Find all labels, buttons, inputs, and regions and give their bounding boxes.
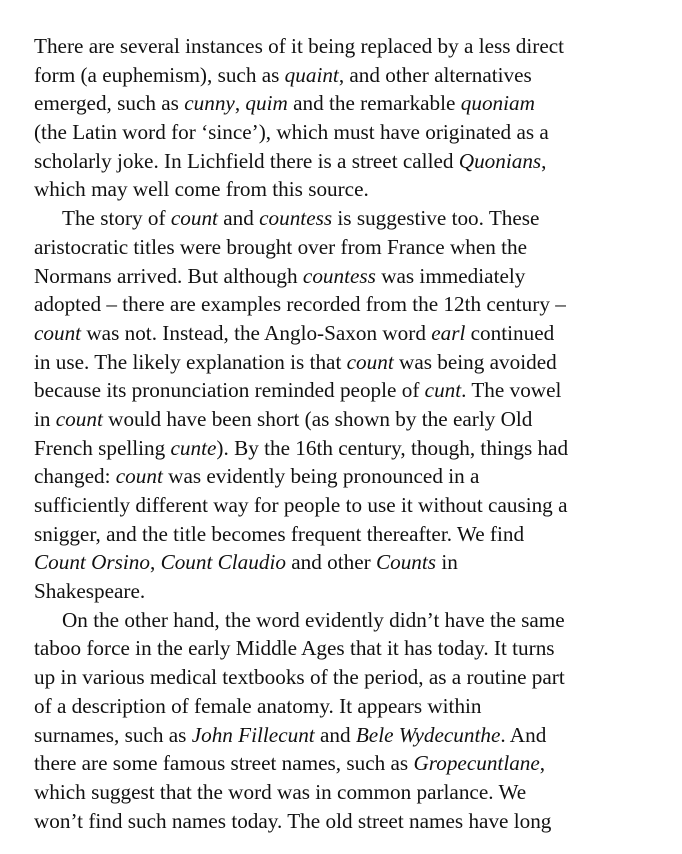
text-run: The story of <box>62 206 171 231</box>
italic-term: Count Claudio <box>160 550 286 575</box>
italic-term: count <box>34 320 82 345</box>
text-run: Shakespeare. <box>34 579 146 604</box>
italic-term: quaint <box>284 62 339 87</box>
text-line <box>34 262 674 291</box>
text-line <box>34 32 674 61</box>
text-run: adopted – there are examples recorded from the 12th century – <box>34 292 566 317</box>
text-run: was immediately <box>375 263 526 288</box>
text-run: changed: <box>34 464 116 489</box>
text-line <box>34 61 674 90</box>
italic-term: count <box>346 349 394 374</box>
italic-term: countess <box>259 206 333 231</box>
italic-term: Counts <box>375 550 437 575</box>
text-run: won’t find such names today. The old street names have long <box>34 808 552 833</box>
text-run: On the other hand, the word evidently didn’t have the same <box>62 607 565 632</box>
text-run: in <box>436 550 458 575</box>
text-run: . The vowel <box>461 378 562 403</box>
italic-term: countess <box>302 263 376 288</box>
text-line <box>34 520 674 549</box>
text-run: and other <box>285 550 376 575</box>
text-run: which suggest that the word was in common parlance. We <box>34 779 527 804</box>
text-run: and <box>217 206 260 231</box>
text-run: and the remarkable <box>287 91 461 116</box>
italic-term: Count Orsino <box>34 550 150 575</box>
text-line <box>34 634 674 663</box>
text-line <box>34 319 674 348</box>
italic-term: cunte <box>170 435 217 460</box>
text-run: was evidently being pronounced in a <box>162 464 480 489</box>
italic-term: Quonians <box>458 148 542 173</box>
text-line <box>34 577 674 606</box>
text-line <box>34 204 674 233</box>
text-line <box>34 89 674 118</box>
text-run: of a description of female anatomy. It appears within <box>34 693 482 718</box>
text-line <box>34 175 674 204</box>
text-run: , <box>541 148 547 173</box>
text-run: , <box>539 751 546 776</box>
text-run: There are several instances of it being replaced by a less direct <box>34 34 565 58</box>
text-line <box>34 405 674 434</box>
italic-term: Gropecuntlane <box>413 751 540 776</box>
text-run: form (a euphemism), such as <box>34 62 285 87</box>
italic-term: count <box>55 406 103 431</box>
text-run: scholarly joke. In Lichfield there is a street called <box>34 148 459 173</box>
text-line <box>34 491 674 520</box>
text-run: Normans arrived. But although <box>34 263 303 288</box>
text-run: surnames, such as <box>34 722 192 747</box>
text-run: there are some famous street names, such as <box>34 751 414 776</box>
text-run: in <box>34 406 56 431</box>
text-run: and <box>314 722 356 747</box>
text-run: up in various medical textbooks of the period, as a routine part <box>34 665 565 690</box>
text-run: taboo force in the early Middle Ages that it has today. It turns <box>34 636 555 661</box>
text-run: because its pronunciation reminded people of <box>34 378 425 403</box>
text-run: . And <box>500 722 547 747</box>
text-run: is suggestive too. These <box>332 206 540 231</box>
text-line <box>34 807 674 836</box>
text-run: would have been short (as shown by the early Old <box>102 406 533 431</box>
text-run: aristocratic titles were brought over from France when the <box>34 234 528 259</box>
text-run: which may well come from this source. <box>34 177 369 202</box>
text-line <box>34 118 674 147</box>
italic-term: cunny <box>184 91 235 116</box>
text-line <box>34 462 674 491</box>
italic-term: earl <box>431 320 466 345</box>
text-line <box>34 778 674 807</box>
text-run: in use. The likely explanation is that <box>34 349 347 374</box>
text-line <box>34 548 674 577</box>
text-line <box>34 290 674 319</box>
text-run: French spelling <box>34 435 171 460</box>
text-line <box>34 348 674 377</box>
text-run: was not. Instead, the Anglo-Saxon word <box>81 320 432 345</box>
text-run: (the Latin word for ‘since’), which must have originated as a <box>34 120 549 145</box>
text-run: was being avoided <box>393 349 557 374</box>
text-run: , and other alternatives <box>338 62 532 87</box>
italic-term: quim <box>245 91 288 116</box>
italic-term: quoniam <box>460 91 535 116</box>
text-line <box>34 147 674 176</box>
text-line <box>34 434 674 463</box>
text-line <box>34 376 674 405</box>
text-run: , <box>234 91 246 116</box>
text-line <box>34 721 674 750</box>
text-line <box>34 663 674 692</box>
italic-term: count <box>170 206 218 231</box>
italic-term: Bele Wydecunthe <box>355 722 501 747</box>
text-run: continued <box>465 320 555 345</box>
italic-term: cunt <box>424 378 462 403</box>
text-run: emerged, such as <box>34 91 185 116</box>
italic-term: count <box>115 464 163 489</box>
text-line <box>34 692 674 721</box>
text-run: sufficiently different way for people to use it without causing a <box>34 493 568 517</box>
text-line <box>34 233 674 262</box>
text-line <box>34 749 674 778</box>
text-run: snigger, and the title becomes frequent thereafter. We find <box>34 521 525 546</box>
italic-term: John Fillecunt <box>191 722 315 747</box>
text-run: , <box>149 550 161 575</box>
text-line <box>34 606 674 635</box>
document-page <box>34 32 674 835</box>
text-run: ). By the 16th century, though, things had <box>216 435 569 460</box>
